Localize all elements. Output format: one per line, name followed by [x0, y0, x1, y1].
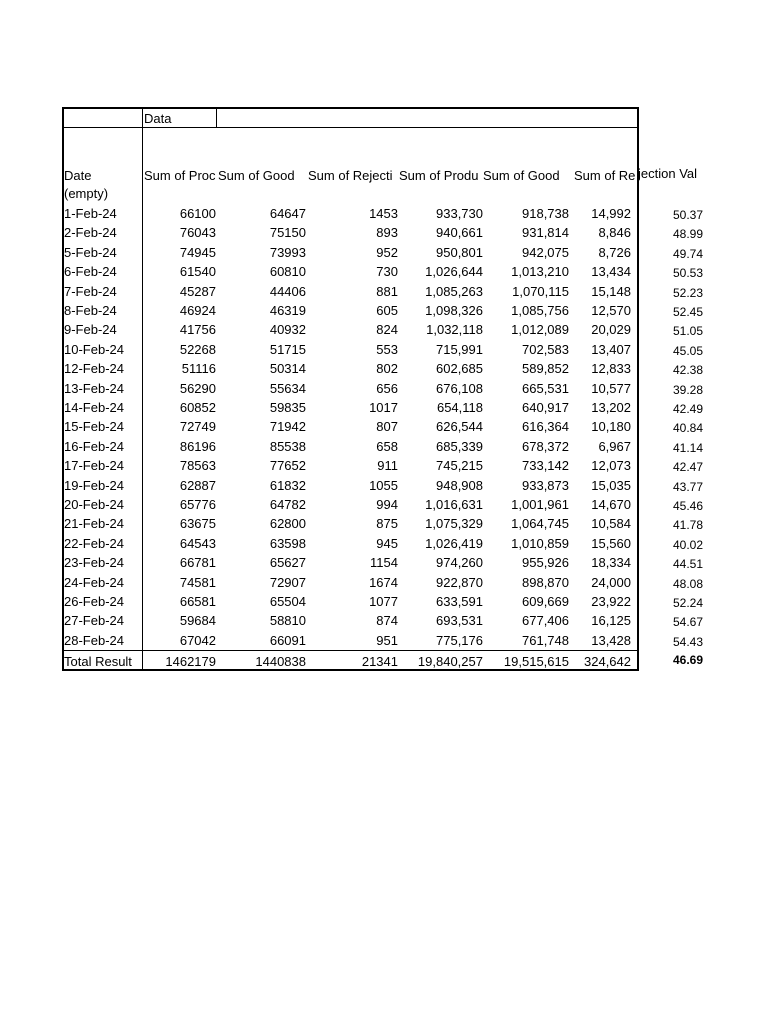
rejection-value-cell: 49.74 [672, 246, 703, 261]
row-date: 16-Feb-24 [64, 438, 124, 454]
header-sum-of-rejection-2: Sum of Re [574, 168, 636, 183]
table-cell: 64543 [179, 535, 216, 551]
rejection-value-cell: 40.84 [672, 421, 703, 436]
table-cell: 74945 [179, 244, 216, 260]
table-cell: 945 [376, 535, 398, 551]
total-cell: 21341 [361, 654, 398, 669]
table-cell: 71942 [269, 419, 306, 435]
row-date: 19-Feb-24 [64, 477, 124, 493]
row-date: 17-Feb-24 [64, 458, 124, 474]
table-cell: 59684 [179, 613, 216, 629]
table-cell: 24,000 [591, 574, 631, 590]
table-cell: 609,669 [522, 594, 569, 609]
table-cell: 702,583 [522, 341, 569, 357]
rejection-value-cell: 40.02 [672, 537, 703, 552]
row-date: 26-Feb-24 [64, 594, 124, 609]
rejection-value-cell: 45.05 [672, 343, 703, 358]
table-cell: 602,685 [436, 361, 483, 377]
table-cell: 1,010,859 [511, 535, 569, 551]
table-cell: 55634 [269, 380, 306, 396]
table-cell: 67042 [179, 632, 216, 648]
table-cell: 15,035 [591, 477, 631, 493]
table-cell: 10,577 [591, 380, 631, 396]
table-cell: 85538 [269, 438, 306, 454]
date-column-divider [142, 109, 143, 671]
header-sum-of-proc: Sum of Proc [144, 168, 216, 183]
row-date: 20-Feb-24 [64, 497, 124, 512]
rejection-value-cell: 41.78 [672, 518, 703, 533]
table-cell: 75150 [269, 225, 306, 241]
table-cell: 78563 [179, 458, 216, 474]
total-cell: 1462179 [165, 654, 216, 669]
table-cell: 1017 [369, 400, 398, 415]
table-cell: 8,726 [598, 244, 631, 260]
table-cell: 41756 [179, 322, 216, 338]
row-date: 7-Feb-24 [64, 283, 117, 299]
table-cell: 14,992 [591, 206, 631, 221]
table-cell: 761,748 [522, 632, 569, 648]
total-cell: 19,515,615 [503, 654, 569, 669]
rejection-value-cell: 42.38 [672, 363, 703, 378]
table-cell: 874 [376, 613, 398, 629]
table-cell: 46924 [179, 303, 216, 318]
table-cell: 1,064,745 [511, 516, 569, 532]
rejection-value-cell: 43.77 [672, 479, 703, 494]
rejection-value-cell: 48.99 [672, 227, 703, 242]
rejection-value-cell: 50.53 [672, 266, 703, 281]
table-cell: 955,926 [522, 555, 569, 571]
table-cell: 948,908 [436, 477, 483, 493]
table-cell: 1,026,419 [425, 535, 483, 551]
table-cell: 86196 [179, 438, 216, 454]
table-cell: 51116 [181, 361, 216, 377]
table-cell: 72749 [179, 419, 216, 435]
table-cell: 23,922 [591, 594, 631, 609]
header-sum-of-produ: Sum of Produ [399, 168, 479, 183]
header-rejection-value: jection Val [638, 166, 698, 181]
row-date: 21-Feb-24 [64, 516, 124, 532]
row-date: 5-Feb-24 [64, 244, 117, 260]
table-cell: 616,364 [522, 419, 569, 435]
table-cell: 1453 [369, 206, 398, 221]
row-date: 23-Feb-24 [64, 555, 124, 571]
table-cell: 1154 [370, 555, 398, 571]
table-cell: 933,730 [436, 206, 483, 221]
rejection-value-total: 46.69 [672, 653, 703, 667]
table-cell: 1,085,756 [511, 303, 569, 318]
table-cell: 12,073 [591, 458, 631, 474]
table-cell: 74581 [179, 574, 216, 590]
table-cell: 1,032,118 [426, 322, 483, 338]
table-cell: 13,434 [591, 264, 631, 280]
table-cell: 50314 [269, 361, 306, 377]
total-cell: 324,642 [584, 654, 631, 669]
total-cell: 19,840,257 [417, 654, 483, 669]
table-cell: 677,406 [522, 613, 569, 629]
rejection-value-cell: 42.49 [672, 402, 703, 416]
table-cell: 65776 [179, 497, 216, 512]
table-cell: 685,339 [436, 438, 483, 454]
rejection-value-cell: 54.43 [672, 634, 703, 649]
table-cell: 58810 [269, 613, 306, 629]
table-cell: 1,085,263 [425, 283, 483, 299]
row-date: 1-Feb-24 [64, 206, 117, 221]
table-cell: 1,013,210 [511, 264, 569, 280]
table-cell: 1674 [369, 574, 398, 590]
table-cell: 76043 [179, 225, 216, 241]
table-cell: 66781 [179, 555, 216, 571]
table-cell: 974,260 [436, 555, 483, 571]
header-sum-of-good-2: Sum of Good [483, 168, 560, 183]
table-cell: 8,846 [598, 225, 631, 241]
table-cell: 918,738 [522, 206, 569, 221]
table-cell: 733,142 [522, 458, 569, 474]
rejection-value-cell: 52.23 [672, 285, 703, 300]
table-cell: 20,029 [591, 322, 631, 338]
header-sum-of-good: Sum of Good [218, 168, 295, 183]
table-cell: 994 [376, 497, 398, 512]
table-cell: 875 [376, 516, 398, 532]
table-cell: 1,016,631 [425, 497, 483, 512]
table-cell: 62800 [269, 516, 306, 532]
row-date: 12-Feb-24 [64, 361, 124, 377]
table-cell: 13,428 [591, 632, 631, 648]
row-date: 13-Feb-24 [64, 380, 124, 396]
row-date: 8-Feb-24 [64, 303, 117, 318]
table-cell: 64782 [269, 497, 306, 512]
table-cell: 775,176 [436, 632, 483, 648]
table-cell: 553 [376, 341, 398, 357]
rejection-value-cell: 54.67 [672, 615, 703, 630]
table-cell: 40932 [269, 322, 306, 338]
table-cell: 14,670 [591, 497, 631, 512]
rejection-value-cell: 41.14 [672, 440, 703, 455]
row-date: 27-Feb-24 [64, 613, 124, 629]
empty-label: (empty) [64, 186, 109, 201]
table-cell: 676,108 [436, 380, 483, 396]
table-cell: 61540 [179, 264, 216, 280]
row-date: 15-Feb-24 [64, 419, 124, 435]
table-cell: 665,531 [522, 380, 569, 396]
table-cell: 693,531 [436, 613, 483, 629]
table-cell: 950,801 [436, 244, 483, 260]
table-cell: 898,870 [522, 574, 569, 590]
table-cell: 824 [376, 322, 398, 338]
row-date: 6-Feb-24 [64, 264, 117, 280]
table-cell: 61832 [269, 477, 306, 493]
table-cell: 715,991 [436, 341, 483, 357]
table-cell: 52268 [179, 341, 216, 357]
table-cell: 933,873 [522, 477, 569, 493]
table-cell: 12,833 [591, 361, 631, 377]
table-cell: 63675 [179, 516, 216, 532]
table-cell: 881 [376, 283, 398, 299]
table-cell: 10,180 [591, 419, 631, 435]
table-cell: 940,661 [436, 225, 483, 241]
rejection-value-cell: 39.28 [672, 382, 703, 397]
table-cell: 911 [377, 458, 398, 474]
table-cell: 654,118 [436, 400, 483, 415]
table-cell: 56290 [179, 380, 216, 396]
table-cell: 605 [376, 303, 398, 318]
table-cell: 12,570 [591, 303, 631, 318]
table-cell: 66581 [179, 594, 216, 609]
table-cell: 931,814 [522, 225, 569, 241]
table-cell: 807 [376, 419, 398, 435]
table-cell: 45287 [179, 283, 216, 299]
total-cell: 1440838 [255, 654, 306, 669]
table-cell: 589,852 [522, 361, 569, 377]
total-row-divider [64, 650, 637, 651]
table-cell: 658 [376, 438, 398, 454]
rejection-value-cell: 52.24 [672, 596, 703, 610]
table-cell: 72907 [269, 574, 306, 590]
pivot-table [62, 107, 639, 671]
row-date: 24-Feb-24 [64, 574, 124, 590]
table-cell: 59835 [269, 400, 306, 415]
row-date: 14-Feb-24 [64, 400, 124, 415]
rejection-value-cell: 50.37 [672, 208, 703, 222]
table-cell: 73993 [269, 244, 306, 260]
table-cell: 16,125 [591, 613, 631, 629]
table-cell: 952 [376, 244, 398, 260]
rejection-value-cell: 52.45 [672, 305, 703, 319]
table-cell: 64647 [269, 206, 306, 221]
row-date: 9-Feb-24 [64, 322, 117, 338]
table-cell: 62887 [179, 477, 216, 493]
table-cell: 15,560 [591, 535, 631, 551]
table-cell: 942,075 [522, 244, 569, 260]
table-cell: 626,544 [436, 419, 483, 435]
table-cell: 1,075,329 [425, 516, 483, 532]
table-cell: 13,407 [591, 341, 631, 357]
table-cell: 656 [376, 380, 398, 396]
table-cell: 1,012,089 [511, 322, 569, 338]
table-cell: 6,967 [598, 438, 631, 454]
table-cell: 60810 [269, 264, 306, 280]
table-cell: 745,215 [436, 458, 483, 474]
table-cell: 44406 [269, 283, 306, 299]
rejection-value-cell: 42.47 [672, 460, 703, 475]
table-cell: 951 [376, 632, 398, 648]
row-date: 28-Feb-24 [64, 632, 124, 648]
data-label-divider [216, 109, 217, 128]
table-cell: 51715 [269, 341, 306, 357]
header-date: Date [64, 168, 92, 183]
table-cell: 1,026,644 [425, 264, 483, 280]
table-cell: 1,070,115 [512, 283, 569, 299]
total-label: Total Result [64, 654, 132, 669]
table-cell: 77652 [269, 458, 306, 474]
rejection-value-cell: 45.46 [672, 499, 703, 513]
table-cell: 1,098,326 [425, 303, 483, 318]
table-cell: 802 [376, 361, 398, 377]
table-cell: 10,584 [591, 516, 631, 532]
table-cell: 15,148 [591, 283, 631, 299]
table-cell: 13,202 [591, 400, 631, 415]
table-cell: 633,591 [436, 594, 483, 609]
table-cell: 18,334 [591, 555, 631, 571]
table-cell: 65504 [269, 594, 306, 609]
table-cell: 65627 [269, 555, 306, 571]
table-cell: 678,372 [522, 438, 569, 454]
row-date: 10-Feb-24 [64, 341, 124, 357]
header-sum-of-rejection: Sum of Rejecti [308, 168, 393, 183]
data-label: Data [144, 111, 172, 126]
rejection-value-cell: 48.08 [672, 576, 703, 591]
table-cell: 63598 [269, 535, 306, 551]
table-cell: 1,001,961 [511, 497, 569, 512]
table-cell: 66100 [179, 206, 216, 221]
table-cell: 893 [376, 225, 398, 241]
table-cell: 730 [376, 264, 398, 280]
table-cell: 1077 [369, 594, 398, 609]
table-cell: 60852 [179, 400, 216, 415]
table-cell: 46319 [269, 303, 306, 318]
table-cell: 66091 [269, 632, 306, 648]
row-date: 22-Feb-24 [64, 535, 124, 551]
table-cell: 1055 [369, 477, 398, 493]
table-cell: 922,870 [436, 574, 483, 590]
table-cell: 640,917 [522, 400, 569, 415]
rejection-value-cell: 51.05 [672, 324, 703, 339]
row-date: 2-Feb-24 [64, 225, 117, 241]
rejection-value-cell: 44.51 [672, 557, 703, 572]
